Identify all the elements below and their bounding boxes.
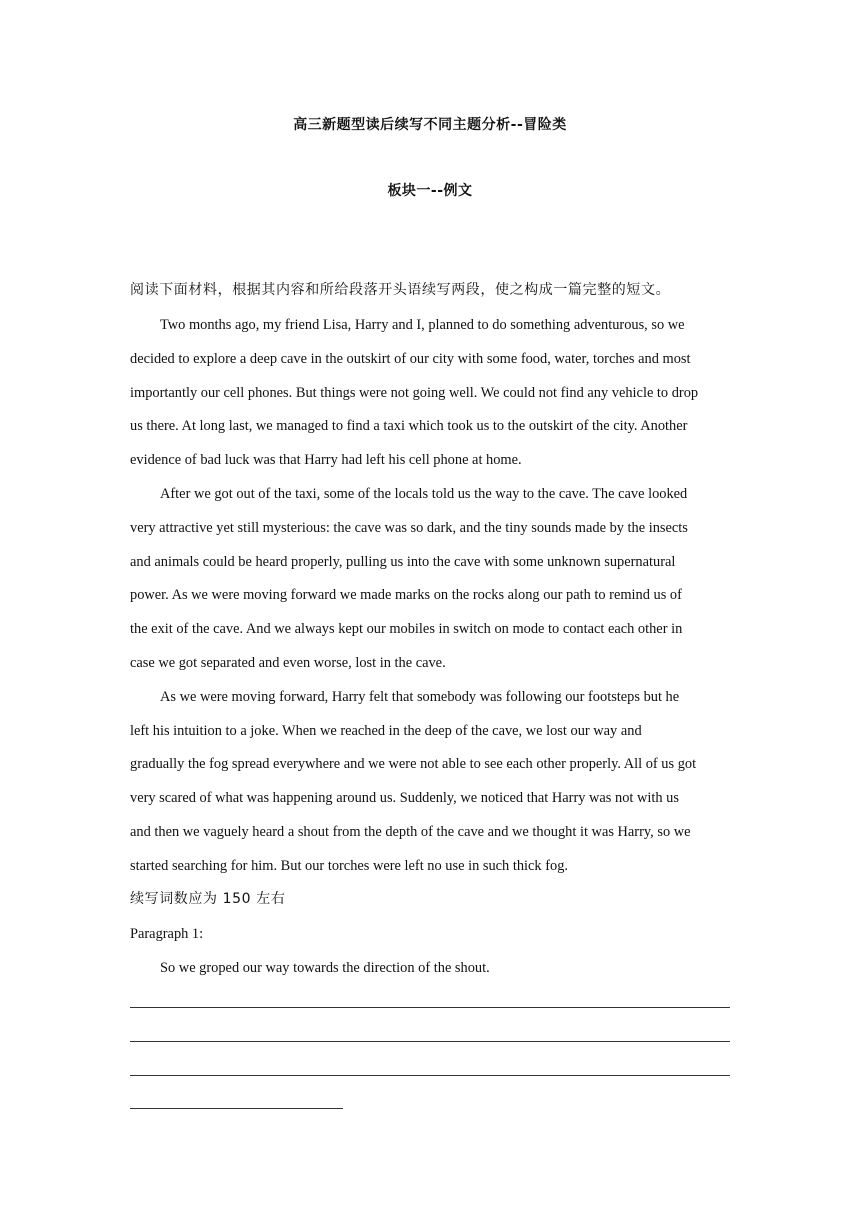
passage-line: power. As we were moving forward we made marks on the rocks along our path to remind us of — [130, 587, 682, 603]
passage-line: started searching for him. But our torches were left no use in such thick fog. — [130, 858, 568, 874]
passage-line: and animals could be heard properly, pulling us into the cave with some unknown supernatural — [130, 554, 676, 570]
passage-line: case we got separated and even worse, lost in the cave. — [130, 655, 446, 671]
paragraph-label: Paragraph 1: — [130, 926, 204, 942]
document-subtitle: 板块一--例文 — [387, 183, 473, 199]
instruction-text: 阅读下面材料，根据其内容和所给段落开头语续写两段，使之构成一篇完整的短文。 — [130, 282, 671, 298]
answer-line[interactable] — [130, 1041, 730, 1042]
passage-line: very scared of what was happening around us. Suddenly, we noticed that Harry was not with us — [130, 790, 679, 806]
passage-line: left his intuition to a joke. When we reached in the deep of the cave, we lost our way and — [130, 723, 642, 739]
passage-line: the exit of the cave. And we always kept our mobiles in switch on mode to contact each other in — [130, 621, 683, 637]
document-title: 高三新题型读后续写不同主题分析--冒险类 — [293, 117, 567, 133]
passage-line: After we got out of the taxi, some of the locals told us the way to the cave. The cave looked — [160, 486, 688, 502]
passage-line: Two months ago, my friend Lisa, Harry and I, planned to do something adventurous, so we — [160, 317, 685, 333]
passage-line: very attractive yet still mysterious: the cave was so dark, and the tiny sounds made by the insects — [130, 520, 688, 536]
passage-line: gradually the fog spread everywhere and we were not able to see each other properly. All of us got — [130, 756, 697, 772]
word-count-note: 续写词数应为 150 左右 — [130, 891, 286, 907]
passage-line: As we were moving forward, Harry felt that somebody was following our footsteps but he — [160, 689, 680, 705]
answer-line[interactable] — [130, 1007, 730, 1008]
passage-line: decided to explore a deep cave in the outskirt of our city with some food, water, torches and most — [130, 351, 691, 367]
answer-line[interactable] — [130, 1108, 343, 1109]
passage-line: importantly our cell phones. But things were not going well. We could not find any vehicle to drop — [130, 385, 699, 401]
passage-line: us there. At long last, we managed to find a taxi which took us to the outskirt of the city. Another — [130, 418, 688, 434]
passage-line: and then we vaguely heard a shout from the depth of the cave and we thought it was Harry, so we — [130, 824, 691, 840]
passage-line: evidence of bad luck was that Harry had left his cell phone at home. — [130, 452, 522, 468]
paragraph-opening-sentence: So we groped our way towards the direction of the shout. — [160, 960, 490, 976]
answer-line[interactable] — [130, 1075, 730, 1076]
